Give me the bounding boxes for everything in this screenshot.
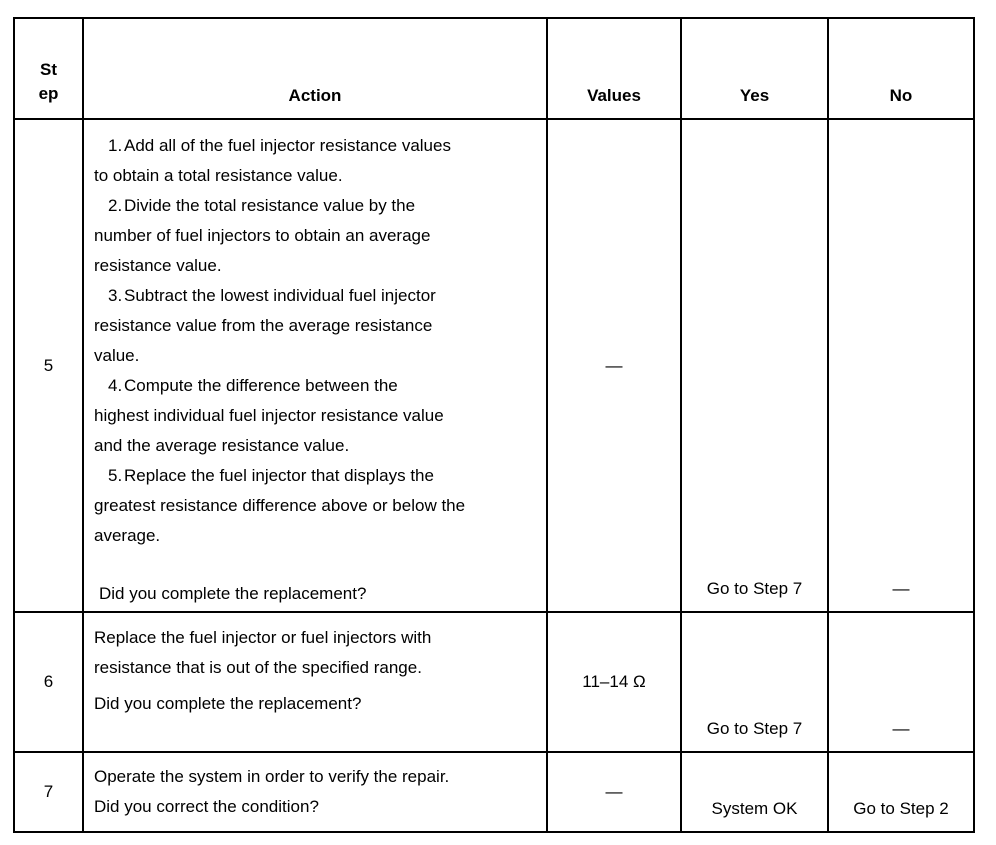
no-cell: — (828, 119, 974, 612)
action-question: Did you complete the replacement? (94, 694, 362, 713)
step-header: St ep (14, 18, 83, 119)
no-cell: — (828, 612, 974, 752)
action-item: 2. Divide the total resistance value by the number of fuel injectors to obtain an average resistance value. (94, 196, 431, 275)
yes-header: Yes (681, 18, 828, 119)
diagnostic-table (13, 17, 975, 833)
action-cell: Replace the fuel injector or fuel injectors with resistance that is out of the specified range. Did you complete the replacement? (83, 612, 547, 752)
step-number: 5 (14, 119, 83, 612)
action-cell: Operate the system in order to verify the repair. Did you correct the condition? (83, 752, 547, 832)
step-number: 7 (14, 752, 83, 832)
values-cell: 11–14 Ω (547, 612, 681, 752)
table-row-step-7 (14, 752, 974, 832)
table-row-step-5 (14, 119, 974, 612)
values-cell: — (547, 119, 681, 612)
action-header: Action (83, 18, 547, 119)
action-item: 3. Subtract the lowest individual fuel injector resistance value from the average resistance value. (94, 286, 436, 365)
step-number: 6 (14, 612, 83, 752)
table-row-step-6 (14, 612, 974, 752)
action-question: Did you complete the replacement? (99, 584, 367, 603)
action-item: 5. Replace the fuel injector that displays the greatest resistance difference above or below the average. (94, 466, 466, 545)
values-header: Values (547, 18, 681, 119)
no-header: No (828, 18, 974, 119)
yes-cell: System OK (681, 752, 828, 832)
action-question: Did you correct the condition? (94, 797, 319, 816)
yes-cell: Go to Step 7 (681, 612, 828, 752)
yes-cell: Go to Step 7 (681, 119, 828, 612)
header-row (14, 18, 974, 119)
action-item: 4. Compute the difference between the highest individual fuel injector resistance value and the average resistance value. (94, 376, 444, 455)
no-cell: Go to Step 2 (828, 752, 974, 832)
action-item: 1. Add all of the fuel injector resistance values to obtain a total resistance value. (94, 136, 451, 185)
action-cell (83, 119, 547, 612)
values-cell: — (547, 752, 681, 832)
